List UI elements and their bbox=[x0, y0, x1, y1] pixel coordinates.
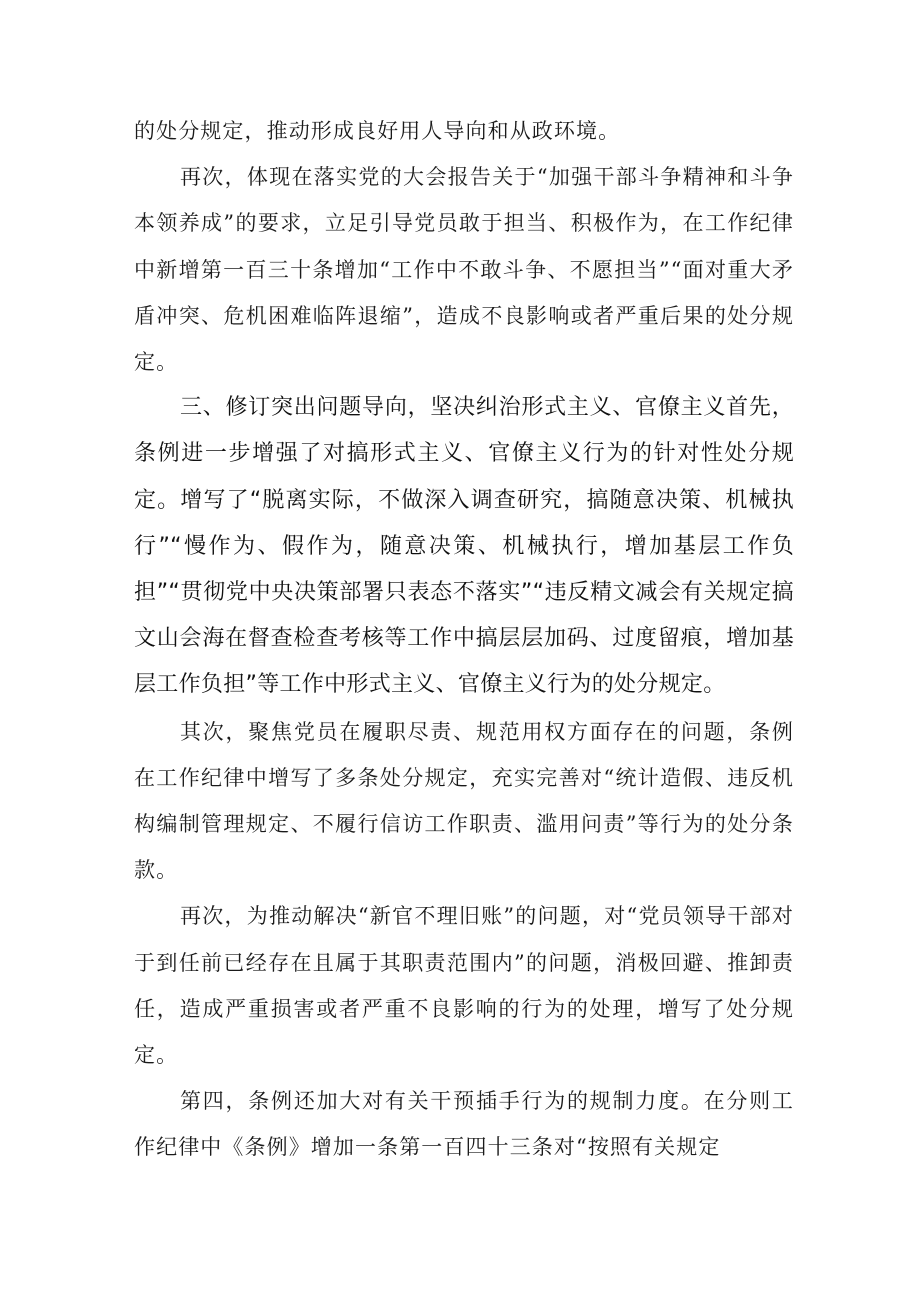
paragraph-6: 第四，条例还加大对有关干预插手行为的规制力度。在分则工作纪律中《条例》增加一条第一百四十三条对“按照有关规定 bbox=[134, 1089, 794, 1160]
paragraph-1-continuation: 的处分规定，推动形成良好用人导向和从政环境。 bbox=[134, 119, 621, 143]
document-body bbox=[134, 108, 794, 1171]
paragraph-5: 再次，为推动解决“新官不理旧账”的问题，对“党员领导干部对于到任前已经存在且属于其职责范围内”的问题，消极回避、推卸责任，造成严重损害或者严重不良影响的行为的处理，增写了处分规定。 bbox=[134, 904, 794, 1068]
paragraph-3-section-heading: 三、修订突出问题导向，坚决纠治形式主义、官僚主义首先，条例进一步增强了对搞形式主义、官僚主义行为的针对性处分规定。增写了“脱离实际，不做深入调查研究，搞随意决策、机械执行”“慢作为、假作为，随意决策、机械执行，增加基层工作负担”“贯彻党中央决策部署只表态不落实”“违反精文减会有关规定搞文山会海在督查检查考核等工作中搞层层加码、过度留痕，增加基层工作负担”等工作中形式主义、官僚主义行为的处分规定。 bbox=[134, 395, 794, 698]
paragraph-4: 其次，聚焦党员在履职尽责、规范用权方面存在的问题，条例在工作纪律中增写了多条处分规定，充实完善对“统计造假、违反机构编制管理规定、不履行信访工作职责、滥用问责”等行为的处分条款。 bbox=[134, 719, 794, 883]
paragraph-2: 再次，体现在落实党的大会报告关于“加强干部斗争精神和斗争本领养成”的要求，立足引导党员敢于担当、积极作为，在工作纪律中新增第一百三十条增加“工作中不敢斗争、不愿担当”“面对重大矛盾冲突、危机困难临阵退缩”，造成不良影响或者严重后果的处分规定。 bbox=[134, 165, 794, 375]
